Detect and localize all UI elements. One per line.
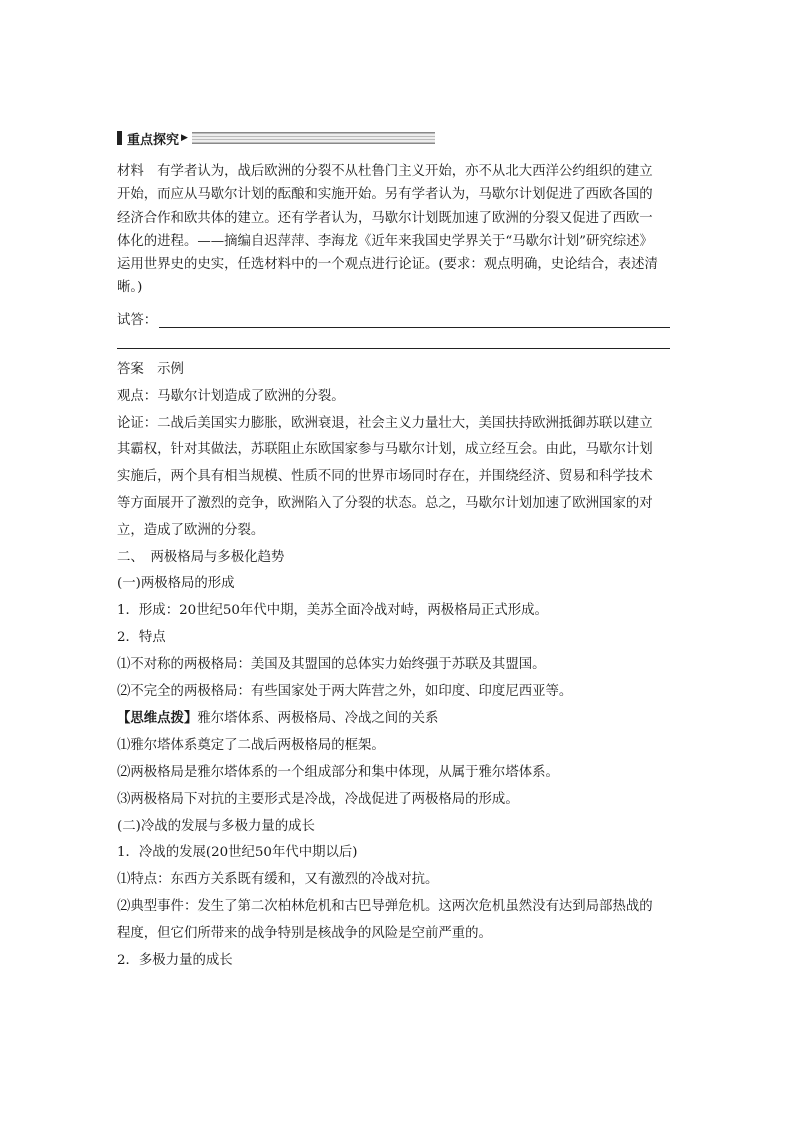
answer-viewpoint: 观点：马歇尔计划造成了欧洲的分裂。: [117, 388, 345, 404]
argument-line: 立，造成了欧洲的分裂。: [117, 522, 265, 538]
list-item: 2．特点: [117, 630, 166, 646]
list-item: 1．形成：20世纪50年代中期，美苏全面冷战对峙，两极格局正式形成。: [117, 603, 548, 619]
banner-rule: [192, 132, 435, 144]
list-item: 1．冷战的发展(20世纪50年代中期以后): [117, 845, 358, 861]
question-material: [117, 160, 682, 300]
content-body: [117, 545, 682, 975]
list-item: ⑵典型事件：发生了第二次柏林危机和古巴导弹危机。这两次危机虽然没有达到局部热战的: [117, 899, 653, 915]
list-item: ⑵不完全的两极格局：有些国家处于两大阵营之外，如印度、印度尼西亚等。: [117, 683, 573, 699]
material-line: 经济合作和欧共体的建立。还有学者认为，马歇尔计划既加速了欧洲的分裂又促进了西欧一: [117, 210, 653, 226]
answer-label: 试答：: [117, 313, 158, 329]
argument-line: 实施后，两个具有相当规模、性质不同的世界市场同时存在，并围绕经济、贸易和科学技术: [117, 469, 653, 485]
argument-line: 等方面展开了激烈的竞争，欧洲陷入了分裂的状态。总之，马歇尔计划加速了欧洲国家的对: [117, 496, 653, 512]
list-item: ⑴雅尔塔体系奠定了二战后两极格局的框架。: [117, 738, 385, 754]
answer-block: [117, 357, 682, 545]
answer-input-row: [117, 305, 682, 328]
argument-line: 论证：二战后美国实力膨胀，欧洲衰退，社会主义力量壮大，美国扶持欧洲抵御苏联以建立: [117, 415, 653, 431]
subsection-heading: (一)两极格局的形成: [117, 576, 235, 592]
thinking-label: 【思维点拨】: [117, 710, 198, 727]
banner-block-icon: [117, 131, 122, 145]
thinking-heading: [117, 705, 682, 733]
material-line: 材料 有学者认为，战后欧洲的分裂不从杜鲁门主义开始，亦不从北大西洋公约组织的建立: [117, 164, 653, 179]
subsection-heading: (二)冷战的发展与多极力量的成长: [117, 818, 315, 834]
material-line: 体化的进程。——摘编自迟萍萍、李海龙《近年来我国史学界关于“马歇尔计划”研究综述》: [117, 233, 653, 249]
list-item: ⑴不对称的两极格局：美国及其盟国的总体实力始终强于苏联及其盟国。: [117, 656, 546, 672]
argument-line: 其霸权，针对其做法，苏联阻止东欧国家参与马歇尔计划，成立经互会。由此，马歇尔计划: [117, 442, 653, 458]
answer-blank-line[interactable]: [159, 312, 670, 328]
material-line: 运用世界史的史实，任选材料中的一个观点进行论证。(要求：观点明确，史论结合，表述清: [117, 257, 658, 273]
banner-arrow-icon: ▶: [181, 133, 188, 143]
section-heading: 二、 两极格局与多极化趋势: [117, 549, 285, 565]
list-item: ⑶两极格局下对抗的主要形式是冷战，冷战促进了两极格局的形成。: [117, 791, 519, 807]
banner-title: 重点探究: [127, 132, 180, 148]
list-item: 2．多极力量的成长: [117, 952, 233, 968]
section-banner: [117, 128, 435, 148]
material-line: 晰。): [117, 280, 143, 296]
list-item: ⑵两极格局是雅尔塔体系的一个组成部分和集中体现，从属于雅尔塔体系。: [117, 765, 559, 781]
thinking-title: 雅尔塔体系、两极格局、冷战之间的关系: [197, 711, 439, 727]
answer-header: 答案 示例: [117, 362, 184, 378]
answer-blank-line-2[interactable]: [117, 328, 670, 349]
list-item: ⑴特点：东西方关系既有缓和，又有激烈的冷战对抗。: [117, 872, 439, 888]
list-item: 程度，但它们所带来的战争特别是核战争的风险是空前严重的。: [117, 925, 492, 941]
document-page: [117, 128, 682, 974]
material-line: 开始，而应从马歇尔计划的酝酿和实施开始。另有学者认为，马歇尔计划促进了西欧各国的: [117, 187, 653, 203]
